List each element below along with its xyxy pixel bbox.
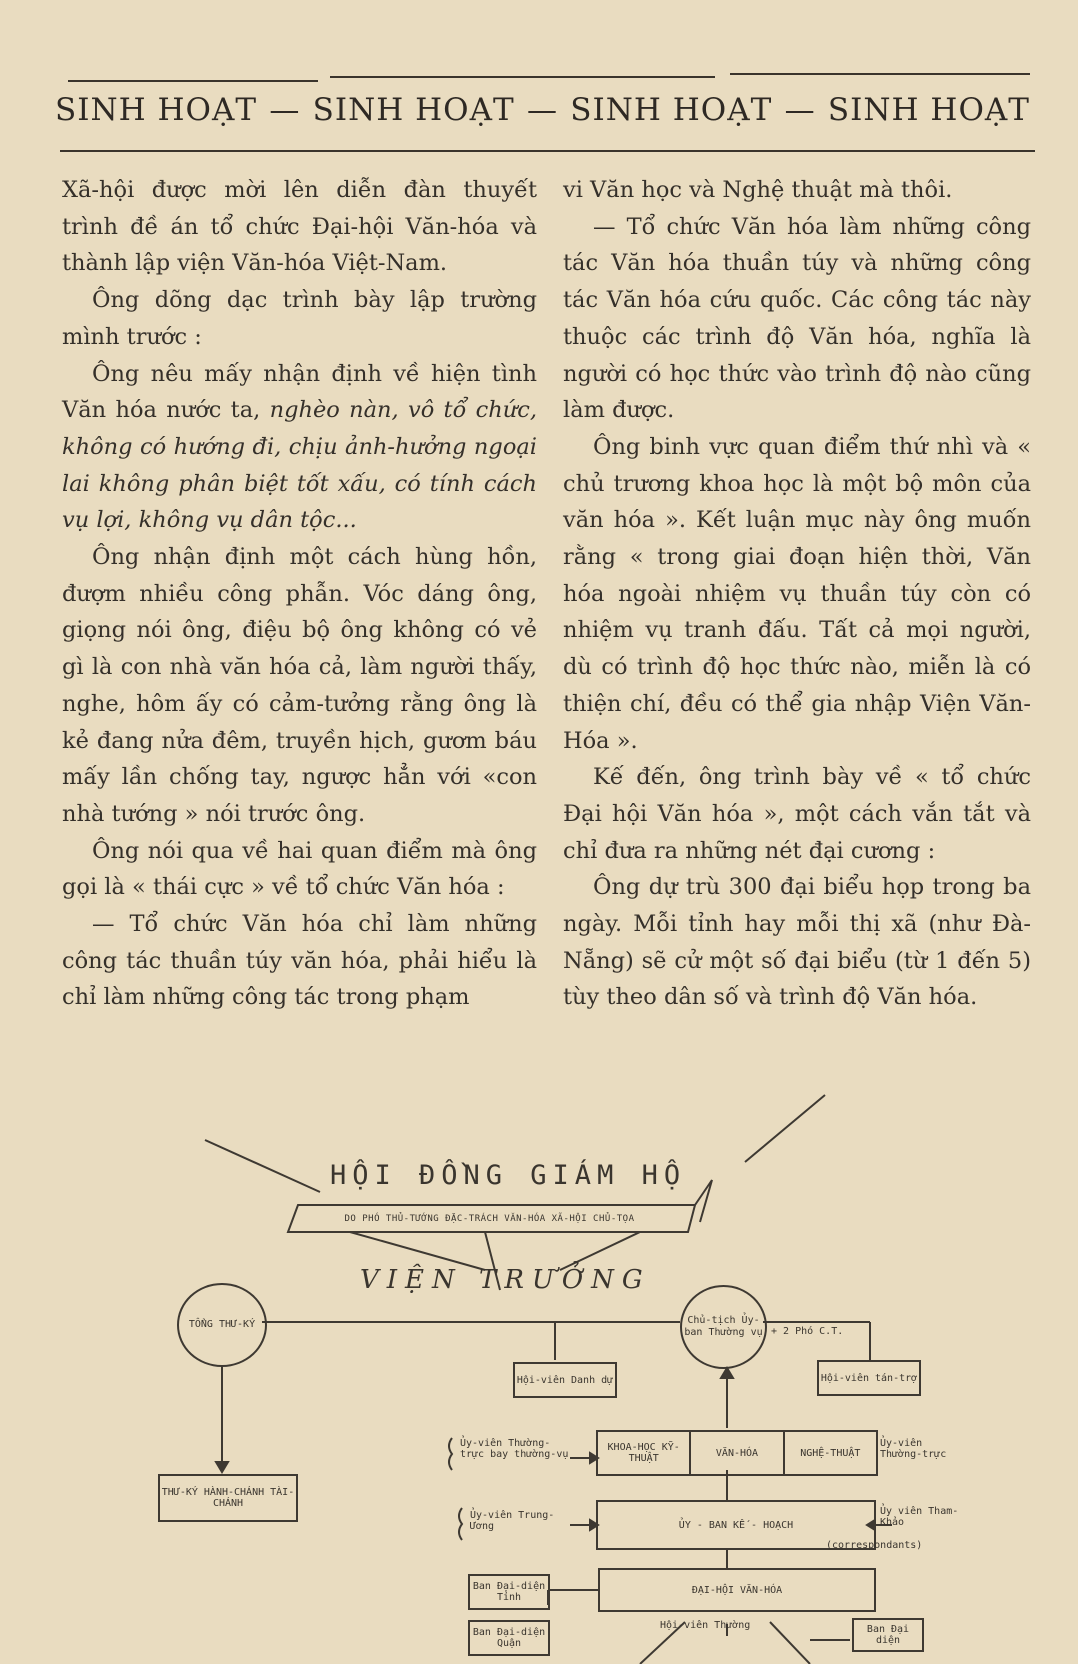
box-label: KHOA-HỌC KỸ-THUẬT xyxy=(607,1442,680,1464)
admin-secretary-box xyxy=(158,1474,298,1522)
paragraph: Ông nói qua về hai quan điểm mà ông gọi là « thái cực » về tổ chức Văn hóa : xyxy=(62,837,537,901)
box-label: Ban Đại-diện Quận xyxy=(472,1627,546,1649)
dept-science-box xyxy=(598,1432,691,1474)
paragraph: vi Văn học và Nghệ thuật mà thôi. xyxy=(563,177,953,203)
box-label: Ban Đại-diện Tỉnh xyxy=(472,1581,546,1603)
header-item: SINH HOẠT xyxy=(570,92,773,128)
congress-box xyxy=(598,1568,876,1612)
paragraph: Ông dõng dạc trình bày lập trường mình trước : xyxy=(62,287,537,350)
box-label: VĂN-HÓA xyxy=(715,1447,759,1459)
paragraph: Xã-hội được mời lên diễn đàn thuyết trình đề án tổ chức Đại-hội Văn-hóa và thành lập viện Văn-hóa Việt-Nam. xyxy=(62,177,537,277)
header-separator: — xyxy=(269,92,301,128)
standing-member-right-label: Ủy-viên Thường-trực xyxy=(880,1438,947,1460)
box-label: ĐẠI-HỘI VĂN-HÓA xyxy=(691,1584,783,1596)
correspondents-label: (correspondants) xyxy=(826,1540,923,1551)
honorary-member-box xyxy=(513,1362,617,1398)
paragraph: Ông dự trù 300 đại biểu họp trong ba ngày. Mỗi tỉnh hay mỗi thị xã (như Đà-Nẵng) sẽ cử một số đại biểu (từ 1 đến 5) tùy theo dân số và trình độ Văn hóa. xyxy=(563,874,1031,1011)
box-label: NGHỆ-THUẬT xyxy=(800,1447,861,1459)
other-rep-box xyxy=(852,1618,924,1652)
paragraph: Ông binh vực quan điểm thứ nhì và « chủ trương khoa học là một bộ môn của văn hóa ». Kết luận mục này ông muốn rằng « trong giai đoạn hiện thời, Văn hóa ngoài nhiệm vụ thuần túy còn có nhiệm vụ tranh đấu. Tất cả mọi người, dù có trình độ học thức nào, miễn là có thiện chí, đều có thể gia nhập Viện Văn-Hóa ». xyxy=(563,433,1031,754)
advisory-member-label: Ủy viên Tham-Khảo xyxy=(880,1506,959,1528)
header-separator: — xyxy=(784,92,816,128)
header-item: SINH HOẠT xyxy=(827,92,1030,128)
council-title: HỘI ĐỒNG GIÁM HỘ xyxy=(330,1160,687,1191)
dept-art-box xyxy=(785,1432,876,1474)
chairman-circle xyxy=(680,1285,767,1369)
central-member-label: Ủy-viên Trung-Ương xyxy=(470,1510,555,1532)
paragraph: Kế đến, ông trình bày về « tổ chức Đại hội Văn hóa », một cách vắn tắt và chỉ đưa ra những nét đại cương : xyxy=(563,764,1031,864)
header-separator: — xyxy=(526,92,558,128)
circle-label: Chủ-tịch Ủy-ban Thường vụ xyxy=(684,1315,763,1338)
regular-member-label: Hội-viên Thường xyxy=(660,1620,751,1631)
director-title: VIỆN TRƯỞNG xyxy=(360,1265,651,1295)
province-rep-box xyxy=(468,1574,550,1610)
vice-chairs-label: + 2 Phó C.T. xyxy=(771,1326,844,1337)
department-row xyxy=(596,1430,878,1476)
box-label: THƯ-KÝ HÀNH-CHÁNH TÀI-CHÁNH xyxy=(161,1487,295,1509)
paragraph-italic: nghèo nàn, vô tổ chức, không có hướng đi, chịu ảnh-hưởng ngoại lai không phân biệt tốt xấu, có tính cách vụ lợi, không vụ dân tộc... xyxy=(62,397,537,534)
associate-member-box xyxy=(817,1360,921,1396)
district-rep-box xyxy=(468,1620,550,1656)
circle-label: TỔNG THƯ-KÝ xyxy=(188,1319,256,1330)
box-label: Ban Đại diện xyxy=(866,1624,910,1646)
header-item: SINH HOẠT xyxy=(55,92,258,128)
paragraph-text: Ông nêu mấy nhận định về hiện tình Văn hóa nước ta, xyxy=(62,360,537,424)
paragraph: — Tổ chức Văn hóa làm những công tác Văn hóa thuần túy và những công tác Văn hóa cứu quốc. Các công tác này thuộc các trình độ Văn hóa, nghĩa là người có học thức vào trình độ nào cũng làm được. xyxy=(563,213,1031,424)
box-label: Hội-viên Danh dự xyxy=(516,1374,614,1386)
header-item: SINH HOẠT xyxy=(312,92,515,128)
standing-member-left-label: Ủy-viên Thường-trực bay thường-vụ xyxy=(460,1438,569,1460)
chair-banner: DO PHÓ THỦ-TƯỚNG ĐẶC-TRÁCH VĂN-HÓA XÃ-HỘI CHỦ-TỌA xyxy=(344,1214,635,1224)
secretary-general-circle xyxy=(177,1283,267,1367)
dept-culture-box xyxy=(691,1432,784,1474)
paragraph: Ông nhận định một cách hùng hồn, đượm nhiều công phẫn. Vóc dáng ông, giọng nói ông, điệu bộ ông không có vẻ gì là con nhà văn hóa cả, làm người thấy, nghe, hôm ấy có cảm-tưởng rằng ông là kẻ đang nửa đêm, truyền hịch, gươm báu mấy lần chống tay, ngược hẳn với «con nhà tướng » nói trước ông. xyxy=(62,544,537,827)
paragraph: — Tổ chức Văn hóa chỉ làm những công tác thuần túy văn hóa, phải hiểu là chỉ làm những công tác trong phạm xyxy=(62,911,537,1011)
box-label: ỦY - BAN KẾ - HOẠCH xyxy=(678,1519,794,1531)
box-label: Hội-viên tán-trợ xyxy=(820,1372,918,1384)
